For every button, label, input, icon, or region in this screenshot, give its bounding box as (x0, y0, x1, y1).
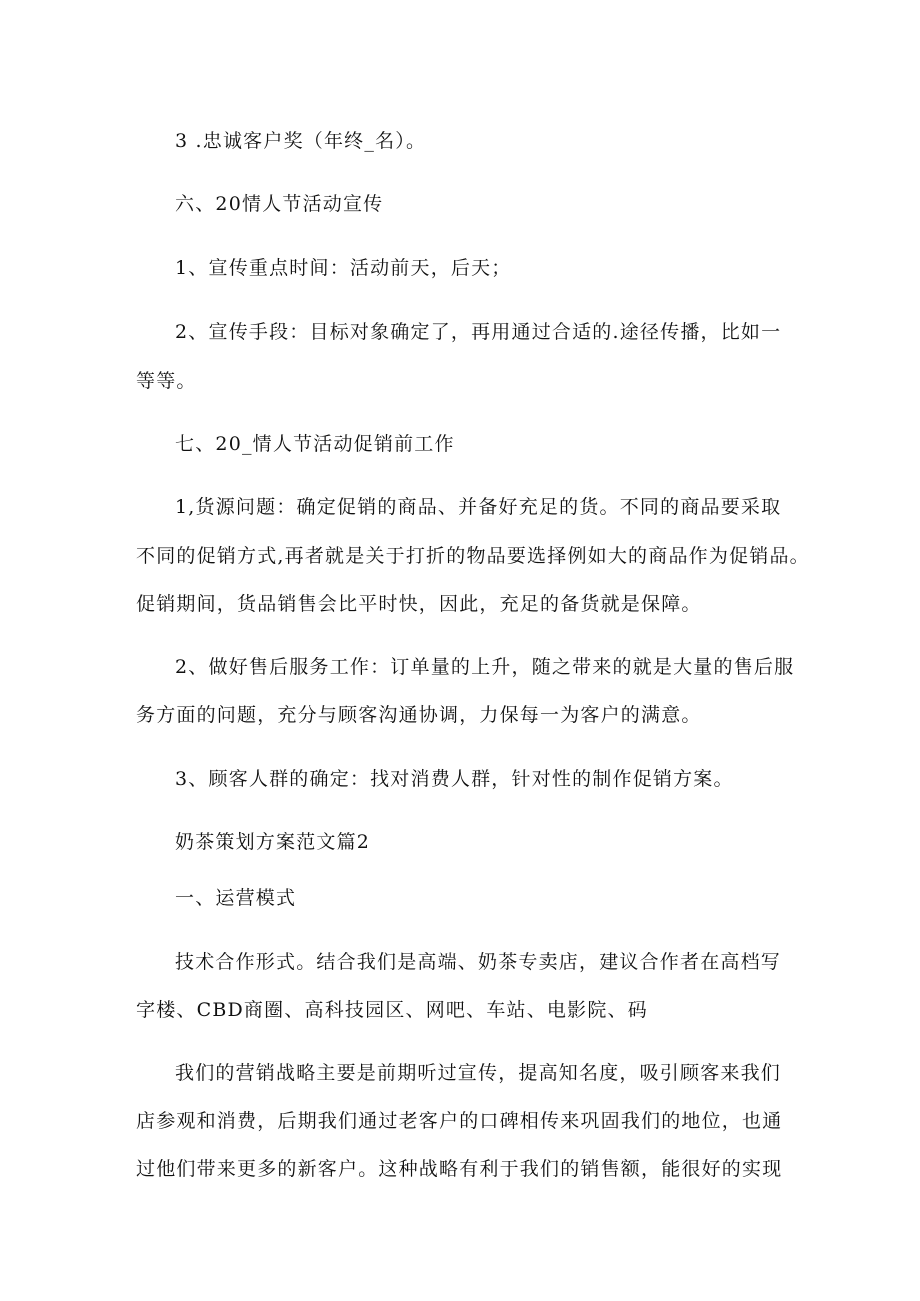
paragraph-promo-means-line-1: 2、宣传手段：目标对象确定了，再用通过合适的.途径传播，比如一 (175, 321, 782, 343)
paragraph-promo-means-line-2: 等等。 (136, 370, 197, 392)
heading-operation-mode: 一、运营模式 (175, 887, 297, 909)
paragraph-supply-line-3: 促销期间，货品销售会比平时快，因此，充足的备货就是保障。 (136, 593, 702, 615)
heading-section-seven: 七、20_情人节活动促销前工作 (175, 433, 455, 455)
paragraph-supply-line-2: 不同的促销方式,再者就是关于打折的物品要选择例如大的商品作为促销品。 (136, 545, 810, 567)
paragraph-marketing-line-2: 店参观和消费，后期我们通过老客户的口碑相传来巩固我们的地位，也通 (136, 1110, 783, 1132)
paragraph-promo-time: 1、宣传重点时间：活动前天，后天； (175, 257, 512, 279)
paragraph-customer-group: 3、顾客人群的确定：找对消费人群，针对性的制作促销方案。 (175, 768, 734, 790)
heading-section-six: 六、20情人节活动宣传 (175, 193, 384, 215)
heading-article-2: 奶茶策划方案范文篇2 (175, 831, 371, 853)
paragraph-marketing-line-1: 我们的营销战略主要是前期听过宣传，提高知名度，吸引顾客来我们 (175, 1062, 782, 1084)
paragraph-loyal-customer-award: 3 .忠诚客户奖（年终_名）。 (175, 130, 427, 152)
paragraph-marketing-line-3: 过他们带来更多的新客户。这种战略有利于我们的销售额，能很好的实现 (136, 1158, 783, 1180)
paragraph-after-sales-line-1: 2、做好售后服务工作：订单量的上升，随之带来的就是大量的售后服 (175, 656, 795, 678)
paragraph-cooperation-line-2: 字楼、CBD商圈、高科技园区、网吧、车站、电影院、码 (136, 999, 648, 1021)
paragraph-cooperation-line-1: 技术合作形式。结合我们是高端、奶茶专卖店，建议合作者在高档写 (175, 951, 782, 973)
paragraph-supply-line-1: 1,货源问题：确定促销的商品、并备好充足的货。不同的商品要采取 (175, 496, 782, 518)
paragraph-after-sales-line-2: 务方面的问题，充分与顾客沟通协调，力保每一为客户的满意。 (136, 704, 702, 726)
